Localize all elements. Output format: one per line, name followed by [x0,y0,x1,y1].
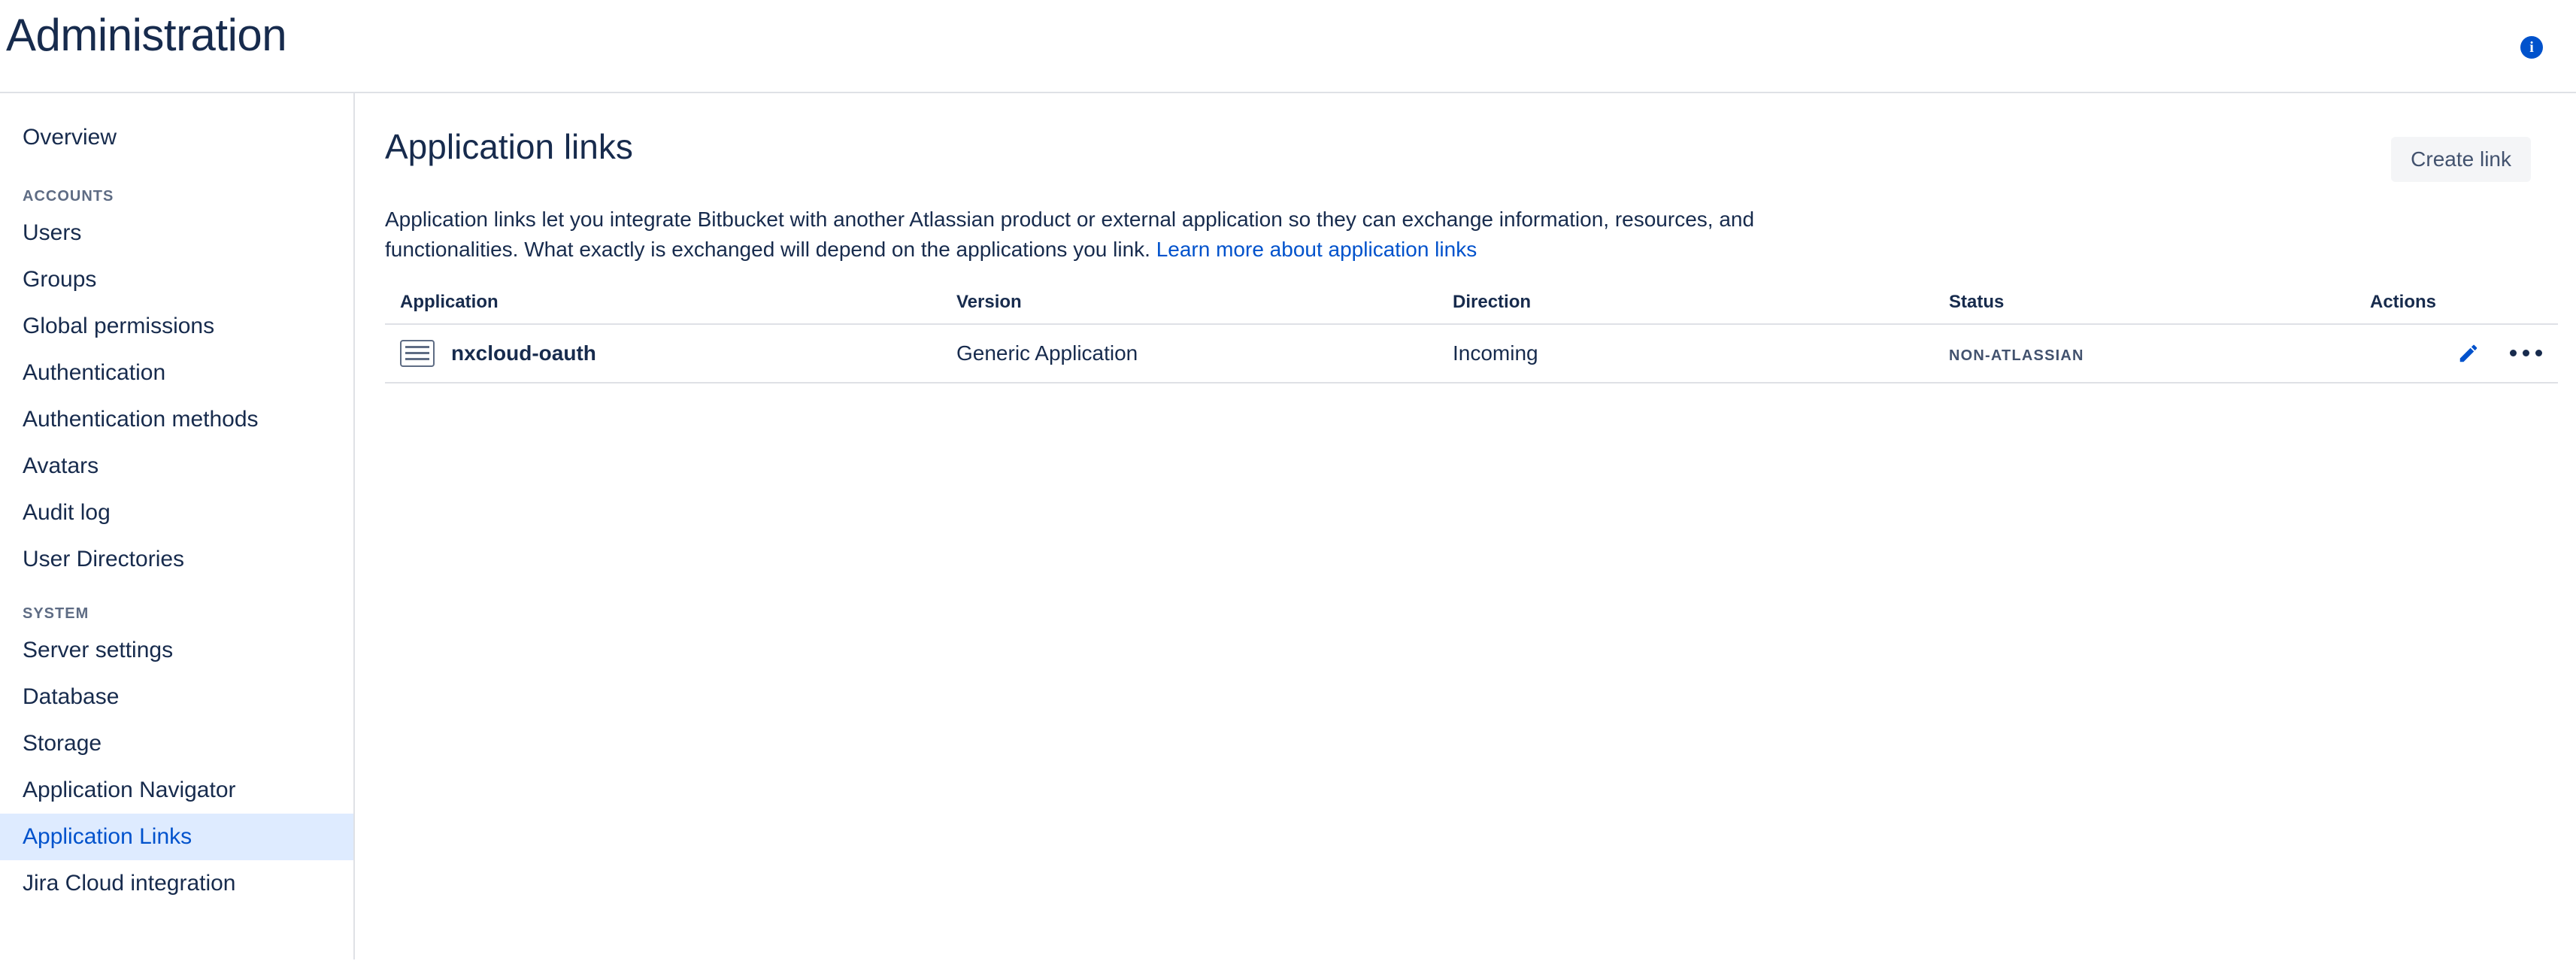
content-header [385,126,2531,182]
sidebar-item-overview[interactable]: Overview [23,125,117,150]
sidebar-item-application-links[interactable]: Application Links [0,814,353,860]
sidebar-item-users[interactable]: Users [23,220,82,245]
cell-actions [2370,324,2558,383]
column-header-status: Status [1949,292,2370,324]
description-text [385,205,1799,265]
description-body: Application links let you integrate Bitbucket with another Atlassian product or external application so they can exchange information, resources, and functionalities. What exactly is exchanged will depend on the applications you link. [385,208,1755,261]
status-badge: NON-ATLASSIAN [1949,347,2084,364]
create-link-button[interactable]: Create link [2391,137,2531,182]
sidebar-section-system: SYSTEM [23,605,89,622]
body-wrapper [0,93,2576,959]
info-icon[interactable]: i [2520,36,2543,59]
sidebar-item-server-settings[interactable]: Server settings [23,638,174,662]
sidebar-item-avatars[interactable]: Avatars [23,453,99,478]
sidebar-item-authentication[interactable]: Authentication [23,360,166,385]
sidebar-item-application-navigator[interactable]: Application Navigator [23,778,236,802]
content-heading: Application links [385,127,633,166]
application-links-table [385,292,2558,383]
learn-more-link[interactable]: Learn more about application links [1156,238,1477,261]
sidebar-item-storage[interactable]: Storage [23,731,102,756]
cell-application [385,324,956,383]
table-header-row [385,292,2558,324]
sidebar-section-accounts: ACCOUNTS [23,188,114,205]
sidebar-item-authentication-methods[interactable]: Authentication methods [23,407,259,432]
table-header [385,292,2558,324]
more-actions-icon[interactable] [2510,350,2544,357]
main-content [355,93,2576,959]
sidebar-item-audit-log[interactable]: Audit log [23,500,111,525]
column-header-application: Application [385,292,956,324]
sidebar [0,93,355,959]
edit-icon[interactable] [2457,342,2480,365]
sidebar-item-jira-cloud-integration[interactable]: Jira Cloud integration [23,871,236,896]
generic-application-icon [400,340,435,367]
column-header-direction: Direction [1453,292,1949,324]
application-name: nxcloud-oauth [451,341,596,365]
cell-direction: Incoming [1453,324,1949,383]
column-header-version: Version [956,292,1453,324]
cell-version: Generic Application [956,324,1453,383]
sidebar-item-global-permissions[interactable]: Global permissions [23,314,215,338]
sidebar-item-groups[interactable]: Groups [23,267,97,292]
page-header [0,0,2576,93]
cell-status [1949,324,2370,383]
sidebar-item-database[interactable]: Database [23,684,120,709]
table-body [385,324,2558,383]
actions-group [2370,342,2544,365]
column-header-actions: Actions [2370,292,2558,324]
page-title: Administration [6,10,287,60]
sidebar-item-user-directories[interactable]: User Directories [23,547,185,571]
application-cell [400,340,956,367]
table-row [385,324,2558,383]
